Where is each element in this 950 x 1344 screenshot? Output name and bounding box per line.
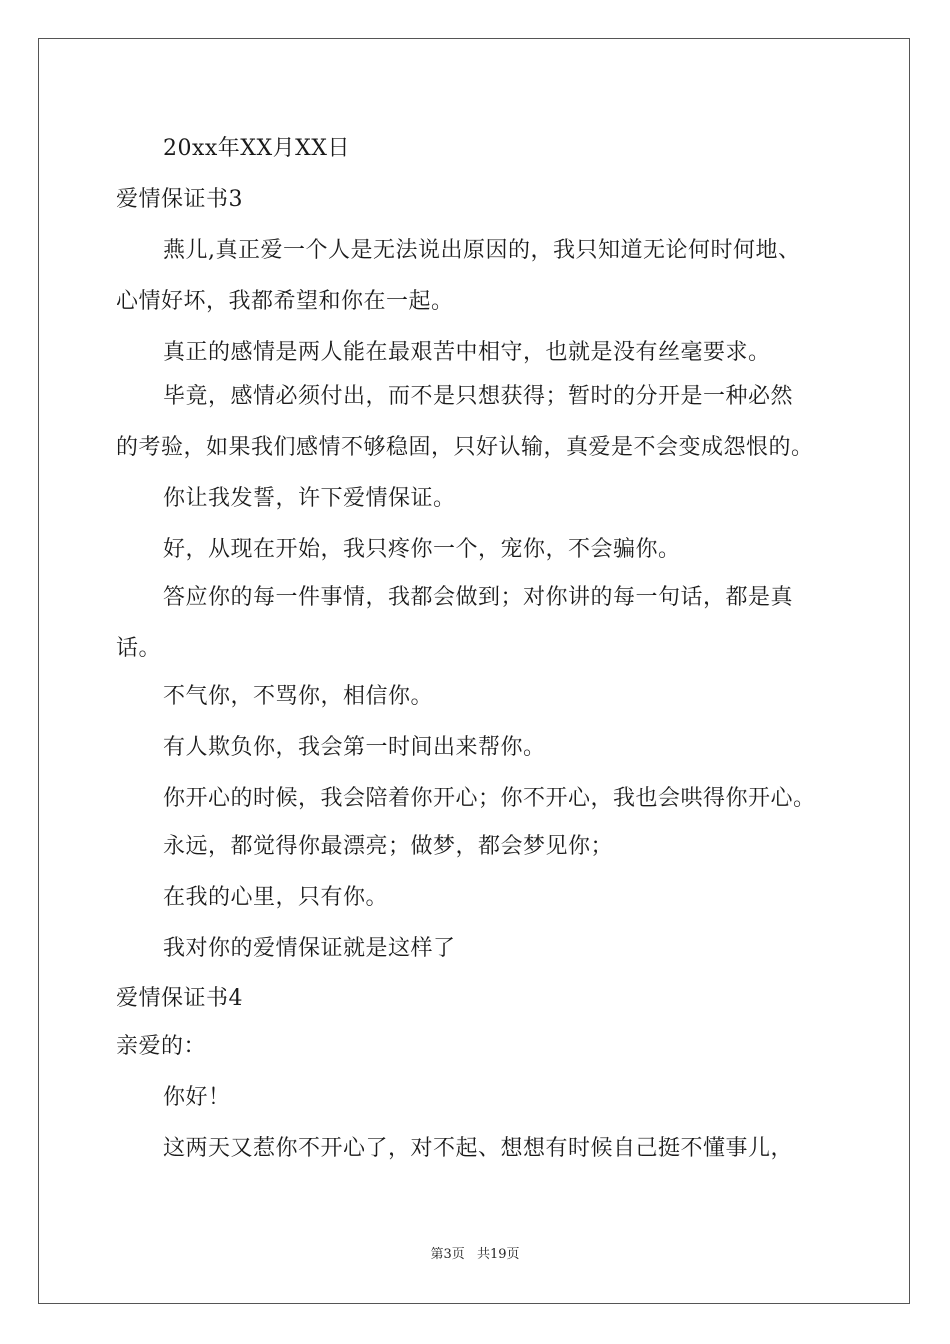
date-line: 20xx年XX月XX日 (163, 136, 350, 161)
paragraph-line: 你开心的时候，我会陪着你开心；你不开心，我也会哄得你开心。 (163, 786, 816, 811)
page-total: 共19页 (476, 1247, 520, 1262)
page-footer (0, 1246, 950, 1264)
paragraph-line: 心情好坏，我都希望和你在一起。 (116, 289, 454, 314)
paragraph-line: 我对你的爱情保证就是这样了 (163, 936, 456, 961)
paragraph-line: 毕竟，感情必须付出，而不是只想获得；暂时的分开是一种必然 (163, 384, 794, 409)
salutation-line: 亲爱的： (116, 1034, 207, 1059)
paragraph-line: 在我的心里，只有你。 (163, 885, 389, 910)
paragraph-line: 永远，都觉得你最漂亮；做梦，都会梦见你； (163, 834, 614, 859)
section-heading: 爱情保证书4 (116, 986, 243, 1011)
paragraph-line: 有人欺负你，我会第一时间出来帮你。 (163, 735, 546, 760)
paragraph-line: 的考验，如果我们感情不够稳固，只好认输，真爱是不会变成怨恨的。 (116, 435, 814, 460)
paragraph-line: 答应你的每一件事情，我都会做到；对你讲的每一句话，都是真 (163, 585, 794, 610)
page-border (38, 38, 910, 1304)
paragraph-line: 话。 (116, 636, 162, 661)
paragraph-line: 不气你，不骂你，相信你。 (163, 684, 434, 709)
paragraph-line: 这两天又惹你不开心了，对不起、想想有时候自己挺不懂事儿， (163, 1136, 794, 1161)
section-heading: 爱情保证书3 (116, 187, 243, 212)
paragraph-line: 真正的感情是两人能在最艰苦中相守，也就是没有丝毫要求。 (163, 340, 771, 365)
greeting-line: 你好！ (163, 1085, 231, 1110)
paragraph-line: 好，从现在开始，我只疼你一个，宠你，不会骗你。 (163, 537, 681, 562)
paragraph-line: 燕儿,真正爱一个人是无法说出原因的，我只知道无论何时何地、 (163, 238, 801, 263)
page-number: 第3页 (430, 1247, 465, 1262)
paragraph-line: 你让我发誓，许下爱情保证。 (163, 486, 456, 511)
